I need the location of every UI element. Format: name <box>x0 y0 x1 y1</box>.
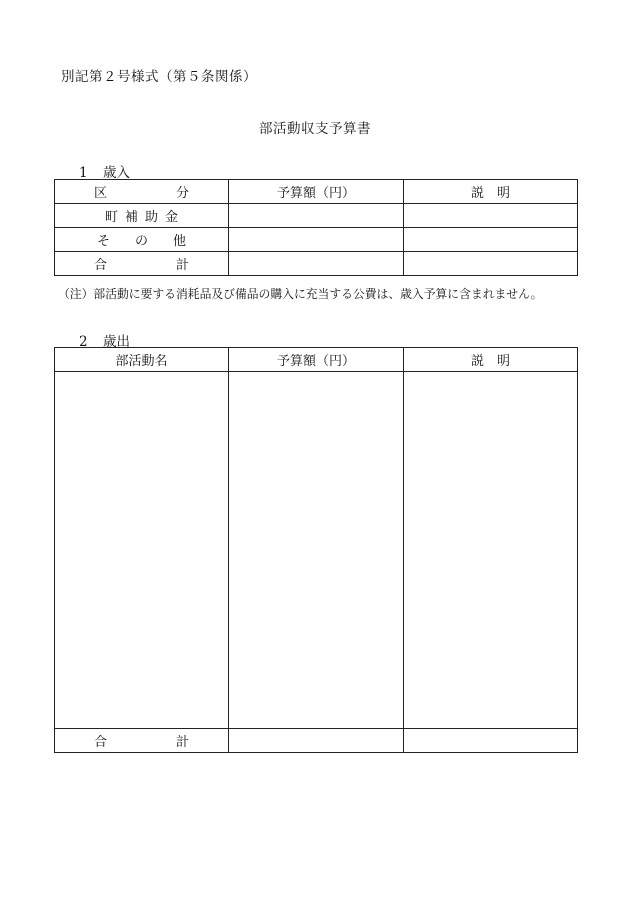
row-label-total: 合 計 <box>55 252 229 276</box>
amount-cell[interactable] <box>229 729 404 753</box>
form-reference: 別記第２号様式（第５条関係） <box>61 69 257 85</box>
table-header-row <box>55 348 578 372</box>
income-section-title: 歳入 <box>103 165 130 181</box>
row-label-total: 合 計 <box>55 729 229 753</box>
club-name-cell[interactable] <box>55 372 229 729</box>
table-row <box>55 204 578 228</box>
description-cell[interactable] <box>404 204 578 228</box>
income-section-heading <box>79 161 130 181</box>
row-label-town-subsidy: 町補助金 <box>55 204 229 228</box>
table-row <box>55 729 578 753</box>
column-header-amount: 予算額（円） <box>229 180 404 204</box>
table-row <box>55 228 578 252</box>
column-header-description: 説 明 <box>404 180 578 204</box>
column-header-description: 説 明 <box>404 348 578 372</box>
table-row <box>55 252 578 276</box>
expense-table <box>54 347 578 753</box>
amount-cell[interactable] <box>229 228 404 252</box>
income-note: （注）部活動に要する消耗品及び備品の購入に充当する公費は、歳入予算に含まれません。 <box>58 287 543 301</box>
row-label-other: その他 <box>55 228 229 252</box>
table-row <box>55 372 578 729</box>
column-header-club-name: 部活動名 <box>55 348 229 372</box>
description-cell[interactable] <box>404 228 578 252</box>
income-table <box>54 179 578 276</box>
description-cell[interactable] <box>404 729 578 753</box>
expense-section-title: 歳出 <box>103 334 130 350</box>
column-header-category: 区 分 <box>55 180 229 204</box>
description-cell[interactable] <box>404 372 578 729</box>
expense-section-number: 2 <box>79 334 88 350</box>
amount-cell[interactable] <box>229 372 404 729</box>
description-cell[interactable] <box>404 252 578 276</box>
income-section-number: 1 <box>79 165 88 181</box>
table-header-row <box>55 180 578 204</box>
column-header-amount: 予算額（円） <box>229 348 404 372</box>
amount-cell[interactable] <box>229 252 404 276</box>
amount-cell[interactable] <box>229 204 404 228</box>
document-title: 部活動収支予算書 <box>259 121 371 137</box>
